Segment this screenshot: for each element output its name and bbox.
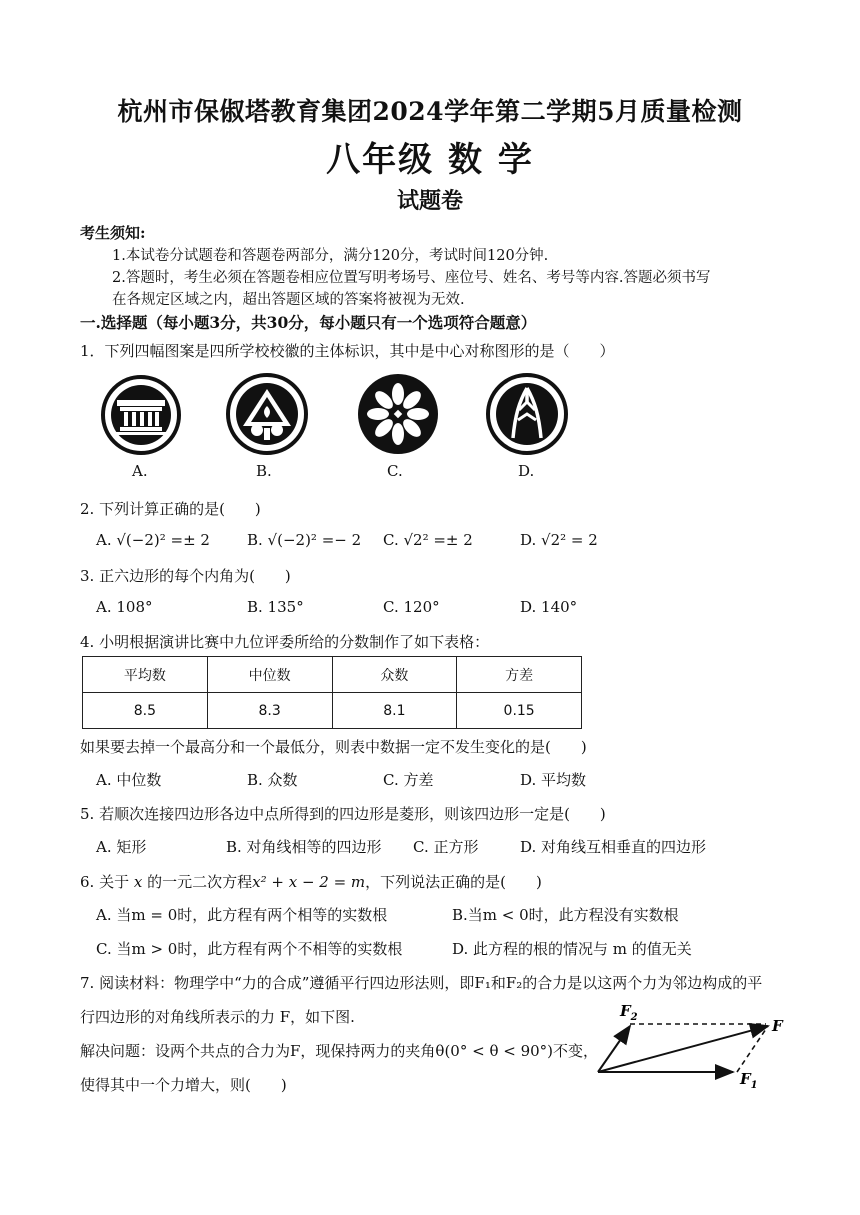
question-7-line-3: 解决问题：设两个共点的合力为F，现保持两力的夹角θ(0° < θ < 90°)不变， (80, 1042, 599, 1060)
question-6-equation: x² + x − 2 = m (252, 873, 366, 891)
notice-heading: 考生须知: (80, 224, 146, 242)
question-1-stem: 1．下列四幅图案是四所学校校徽的主体标识，其中是中心对称图形的是（ ） (80, 342, 615, 360)
table-header-cell: 方差 (457, 657, 582, 693)
question-2-stem: 2. 下列计算正确的是( ) (80, 500, 261, 518)
question-5-option-c: C. 正方形 (413, 838, 479, 856)
question-6-stem (80, 871, 542, 892)
table-cell: 0.15 (457, 693, 582, 729)
table-cell: 8.1 (332, 693, 457, 729)
table-cell: 8.3 (207, 693, 332, 729)
question-6-option-a: A. 当m = 0时，此方程有两个相等的实数根 (96, 906, 388, 924)
question-5-option-a: A. 矩形 (96, 838, 147, 856)
label-f: F (772, 1017, 783, 1035)
question-3-option-a: A. 108° (96, 598, 153, 616)
label-f1: $F_1$ (740, 1070, 758, 1091)
table-header-cell: 平均数 (83, 657, 208, 693)
resultant-force-arrow (598, 1026, 768, 1072)
question-3-option-d: D. 140° (520, 598, 578, 616)
notice-item-2-line-2: 在各规定区域之内，超出答题区域的答案将被视为无效. (112, 292, 465, 308)
question-6-mid: 的一元二次方程 (147, 873, 253, 891)
question-6-option-b: B.当m < 0时，此方程没有实数根 (452, 906, 679, 924)
question-2-option-b: B. √(−2)² =− 2 (247, 531, 362, 549)
question-6-option-c: C. 当m > 0时，此方程有两个不相等的实数根 (96, 940, 403, 958)
table-header-cell: 众数 (332, 657, 457, 693)
notice-item-1: 1.本试卷分试题卷和答题卷两部分，满分120分，考试时间120分钟. (112, 248, 549, 264)
table-header-row (83, 657, 582, 693)
question-7-line-2: 行四边形的对角线所表示的力 F，如下图. (80, 1008, 355, 1026)
question-3-option-c: C. 120° (383, 598, 440, 616)
exam-title: 杭州市保俶塔教育集团2024学年第二学期5月质量检测 (117, 97, 743, 126)
label-f2: $F_2$ (620, 1002, 638, 1023)
question-2-option-d: D. √2² = 2 (520, 531, 598, 549)
question-1-label-d: D. (518, 462, 535, 480)
question-3-stem: 3. 正六边形的每个内角为( ) (80, 567, 291, 585)
question-1-label-c: C. (387, 462, 403, 480)
notice-item-2-line-1: 2.答题时，考生必须在答题卷相应位置写明考场号、座位号、姓名、考号等内容.答题必须书写 (112, 270, 711, 286)
variable-x: x (133, 873, 143, 891)
question-4-option-c: C. 方差 (383, 771, 434, 789)
table-cell: 8.5 (83, 693, 208, 729)
question-2-option-a: A. √(−2)² =± 2 (96, 531, 210, 549)
question-4-option-a: A. 中位数 (96, 771, 162, 789)
question-6-suffix: ，下列说法正确的是( ) (365, 873, 542, 891)
question-4-option-b: B. 众数 (247, 771, 298, 789)
question-5-stem: 5. 若顺次连接四边形各边中点所得到的四边形是菱形，则该四边形一定是( ) (80, 805, 606, 823)
school-logo-d (485, 372, 569, 456)
question-5-option-b: B. 对角线相等的四边形 (226, 838, 382, 856)
question-4-option-d: D. 平均数 (520, 771, 587, 789)
question-1-label-a: A. (132, 462, 148, 480)
paper-title: 试题卷 (396, 188, 463, 214)
question-2-option-c: C. √2² =± 2 (383, 531, 473, 549)
subject-title: 八年级 数 学 (326, 140, 534, 180)
question-4-stem: 4. 小明根据演讲比赛中九位评委所给的分数制作了如下表格： (80, 633, 490, 651)
section-heading: 一.选择题（每小题3分，共30分，每小题只有一个选项符合题意） (80, 313, 537, 332)
question-1-label-b: B. (256, 462, 272, 480)
table-row (83, 693, 582, 729)
question-6-option-d: D. 此方程的根的情况与 m 的值无关 (452, 940, 692, 958)
score-table (82, 656, 582, 729)
question-3-option-b: B. 135° (247, 598, 304, 616)
force-parallelogram-diagram (590, 998, 790, 1094)
question-7-line-1: 7. 阅读材料：物理学中“力的合成”遵循平行四边形法则，即F₁和F₂的合力是以这两个力为邻边构成的平 (80, 974, 763, 992)
question-6-prefix: 6. 关于 (80, 873, 130, 891)
school-logo-c (356, 372, 440, 456)
school-logo-a (100, 374, 182, 456)
table-header-cell: 中位数 (207, 657, 332, 693)
question-4-follow: 如果要去掉一个最高分和一个最低分，则表中数据一定不发生变化的是( ) (80, 738, 587, 756)
question-7-line-4: 使得其中一个力增大，则( ) (80, 1076, 287, 1094)
school-logo-b (225, 372, 309, 456)
question-5-option-d: D. 对角线互相垂直的四边形 (520, 838, 707, 856)
